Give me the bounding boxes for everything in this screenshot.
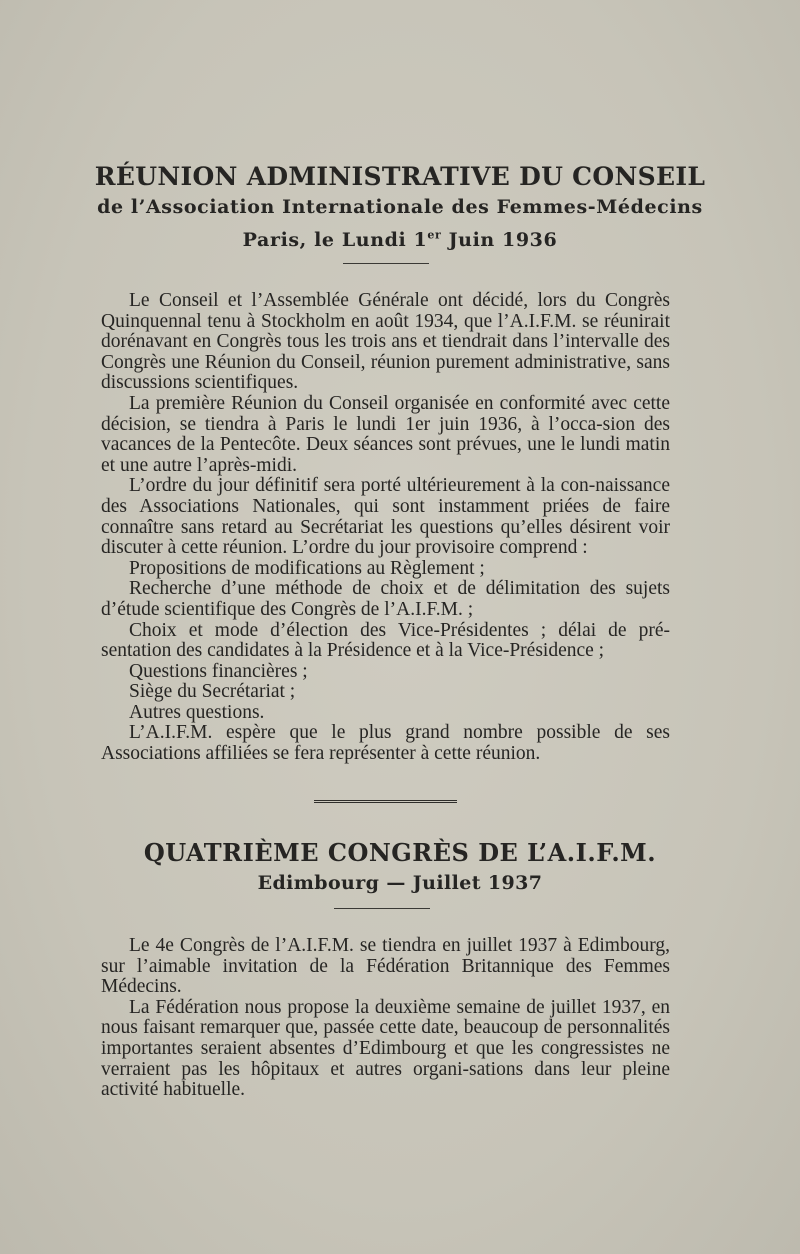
section2-body	[101, 936, 670, 1101]
section-divider	[314, 800, 457, 805]
section1-subtitle: de l’Association Internationale des Femmes-Médecins	[97, 196, 703, 218]
section1-body	[101, 291, 670, 765]
agenda-item: Autres questions.	[129, 701, 265, 723]
agenda-item: Choix et mode d’élection des Vice-Présidentes ; délai de pré-sentation des candidates à la Présidence et à la Vice-Présidence ;	[101, 619, 670, 662]
agenda-item: Questions financières ;	[129, 660, 308, 682]
date-superscript: er	[427, 228, 442, 242]
short-divider	[343, 263, 429, 264]
agenda-item: Siège du Secrétariat ;	[129, 681, 296, 703]
section2-subtitle: Edimbourg — Juillet 1937	[257, 872, 543, 894]
section2-title: QUATRIÈME CONGRÈS DE L’A.I.F.M.	[143, 838, 657, 867]
agenda-item: Recherche d’une méthode de choix et de délimitation des sujets d’étude scientifique des Congrès de l’A.I.F.M. ;	[101, 578, 670, 620]
section1-date	[0, 229, 800, 251]
paragraph: La première Réunion du Conseil organisée en conformité avec cette décision, se tiendra à Paris le lundi 1er juin 1936, à l’occa-sion des vacances de la Pentecôte. Deux séances sont prévues, une le lundi matin et une autre l’après-midi.	[101, 392, 670, 476]
agenda-item: Propositions de modifications au Règlement ;	[129, 557, 485, 579]
paragraph: La Fédération nous propose la deuxième semaine de juillet 1937, en nous faisant remarquer que, passée cette date, beaucoup de personnalités importantes seraient absentes d’Edimbourg et que les congressistes ne verraient pas les hôpitaux et autres organi-sations dans leur pleine activité habituelle.	[101, 996, 670, 1101]
short-divider	[334, 908, 430, 909]
paragraph: L’ordre du jour définitif sera porté ultérieurement à la con-naissance des Associations Nationales, qui sont instamment priées de faire connaître sans retard au Secrétariat les questions qu’elles désirent voir discuter à cette réunion. L’ordre du jour provisoire comprend :	[101, 475, 670, 559]
paragraph: Le Conseil et l’Assemblée Générale ont décidé, lors du Congrès Quinquennal tenu à Stockholm en août 1934, que l’A.I.F.M. se réunirait dorénavant en Congrès tous les trois ans et tiendrait dans l’intervalle des Congrès une Réunion du Conseil, réunion purement administrative, sans discussions scientifiques.	[101, 290, 670, 394]
paragraph: L’A.I.F.M. espère que le plus grand nombre possible de ses Associations affiliées se fera représenter à cette réunion.	[101, 722, 670, 765]
date-text-end: Juin 1936	[441, 229, 558, 251]
section1-title: RÉUNION ADMINISTRATIVE DU CONSEIL	[94, 162, 706, 191]
paragraph: Le 4e Congrès de l’A.I.F.M. se tiendra en juillet 1937 à Edimbourg, sur l’aimable invitation de la Fédération Britannique des Femmes Médecins.	[101, 935, 670, 998]
date-text: Paris, le Lundi 1	[242, 229, 428, 251]
